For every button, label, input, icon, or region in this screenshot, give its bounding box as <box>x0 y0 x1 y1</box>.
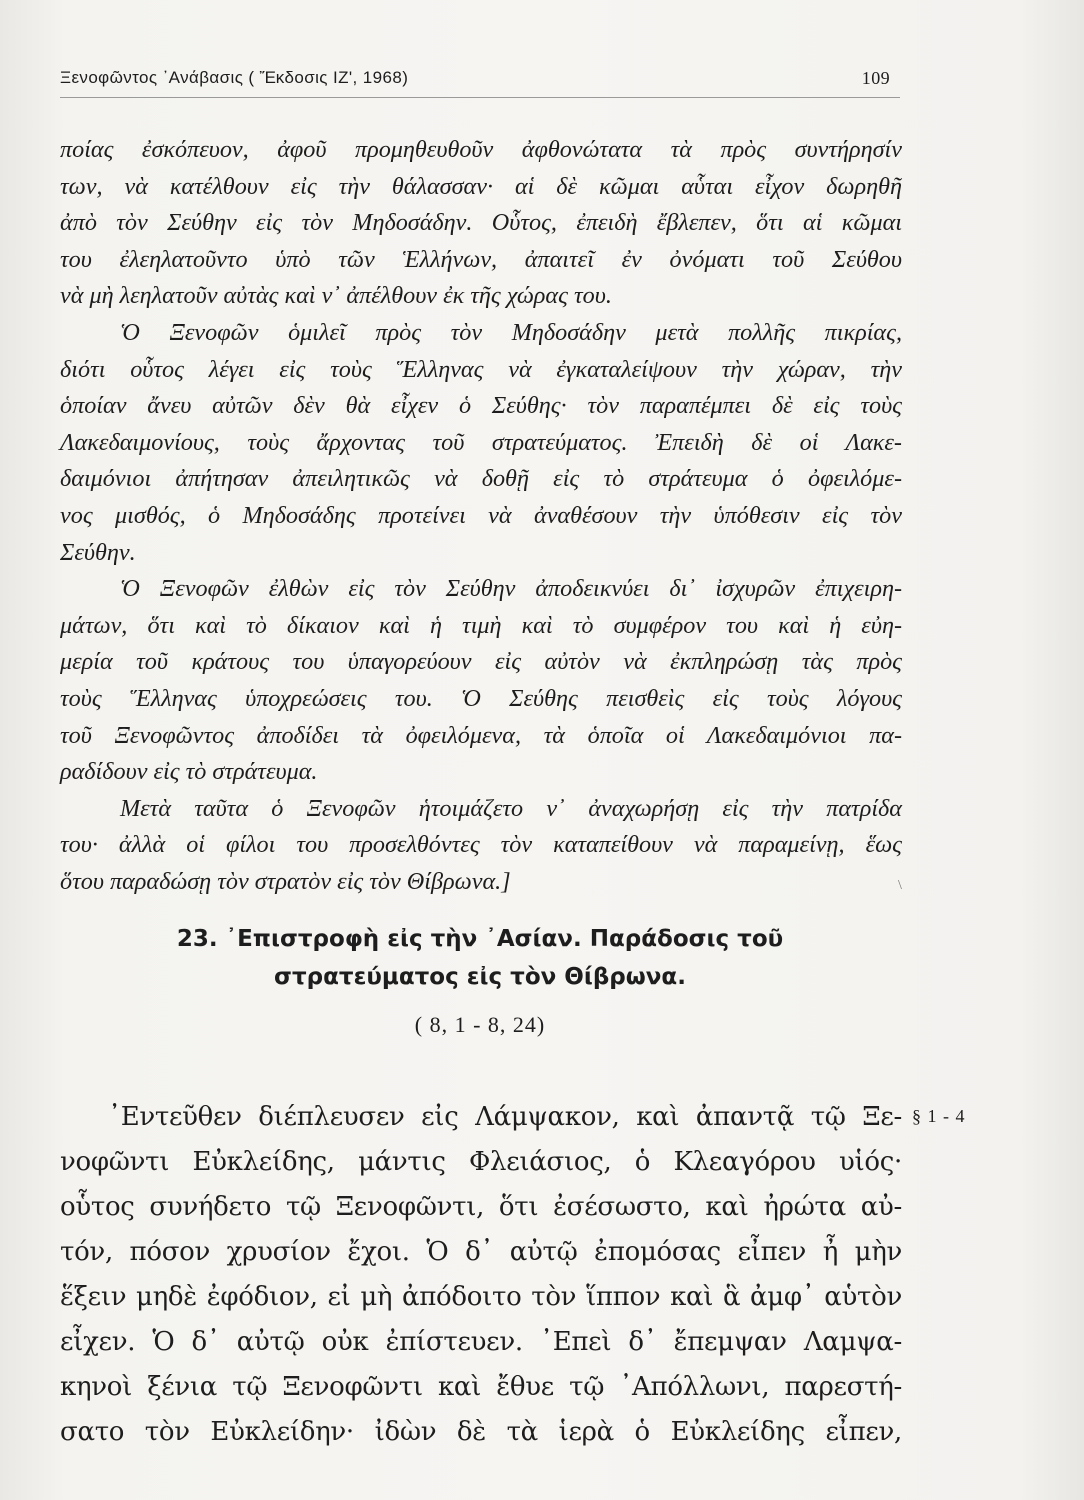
text-line: ᾿Εντεῦθεν διέπλευσεν εἰς Λάμψακον, καὶ ἀπαντᾷ τῷ Ξε- <box>108 1102 902 1132</box>
header-rule <box>60 97 900 98</box>
summary-line: διότι οὗτος λέγει εἰς τοὺς Ἕλληνας νὰ ἐγκαταλείψουν τὴν χώραν, τὴν <box>60 355 902 383</box>
text-line: τόν, πόσον χρυσίον ἔχοι. Ὁ δ᾿ αὐτῷ ἐπομόσας εἶπεν ἦ μὴν <box>60 1237 902 1267</box>
summary-line: ποίας ἐσκόπευον, ἀφοῦ προμηθευθοῦν ἀφθονώτατα τὰ πρὸς συντήρησίν <box>60 136 902 163</box>
margin-note: § 1 - 4 <box>912 1106 966 1126</box>
summary-line: Λακεδαιμονίους, τοὺς ἄρχοντας τοῦ στρατεύματος. Ἐπειδὴ δὲ οἱ Λακε- <box>60 428 902 456</box>
summary-line: νὰ μὴ λεηλατοῦν αὐτὰς καὶ ν᾿ ἀπέλθουν ἐκ τῆς χώρας του. <box>60 282 612 310</box>
running-head <box>60 68 900 98</box>
text-line: ἕξειν μηδὲ ἐφόδιον, εἰ μὴ ἀπόδοιτο τὸν ἵππον καὶ ἃ ἀμφ᾿ αὑτὸν <box>60 1282 902 1312</box>
text-line: εἶχεν. Ὁ δ᾿ αὐτῷ οὐκ ἐπίστευεν. ᾿Επεὶ δ᾿ ἔπεμψαν Λαμψα- <box>60 1327 902 1357</box>
summary-line: Ὁ Ξενοφῶν ἐλθὼν εἰς τὸν Σεύθην ἀποδεικνύει δι᾿ ἰσχυρῶν ἐπιχειρη- <box>120 575 902 603</box>
summary-line: του ἐλεηλατοῦντο ὑπὸ τῶν Ἑλλήνων, ἀπαιτεῖ ἐν ὀνόματι τοῦ Σεύθου <box>60 245 902 273</box>
summary-line: Μετὰ ταῦτα ὁ Ξενοφῶν ἡτοιμάζετο ν᾿ ἀναχωρήσῃ εἰς τὴν πατρίδα <box>120 794 902 822</box>
summary-line: ραδίδουν εἰς τὸ στράτευμα. <box>60 758 318 786</box>
summary-line: τοὺς Ἕλληνας ὑποχρεώσεις του. Ὁ Σεύθης πεισθεὶς εἰς τοὺς λόγους <box>60 684 902 712</box>
summary-line: νος μισθός, ὁ Μηδοσάδης προτείνει νὰ ἀναθέσουν τὴν ὑπόθεσιν εἰς τὸν <box>60 501 902 529</box>
section-title <box>60 920 900 996</box>
summary-line: ὁποίαν ἄνευ αὐτῶν δὲν θὰ εἶχεν ὁ Σεύθης· τὸν παραπέμπει δὲ εἰς τοὺς <box>60 392 902 420</box>
summary-block <box>60 132 902 900</box>
text-line: κηνοὶ ξένια τῷ Ξενοφῶντι καὶ ἔθυε τῷ ᾿Απόλλωνι, παρεστή- <box>60 1372 902 1402</box>
section-title-line-2: στρατεύματος εἰς τὸν Θίβρωνα. <box>274 964 686 990</box>
summary-line: των, νὰ κατέλθουν εἰς τὴν θάλασσαν· αἱ δὲ κῶμαι αὗται εἶχον δωρηθῆ <box>60 172 902 200</box>
summary-line: Σεύθην. <box>60 538 136 566</box>
section-title-line-1: 23. ᾿Επιστροφὴ εἰς τὴν ᾿Ασίαν. Παράδοσις τοῦ <box>176 926 784 952</box>
summary-line: ὅτου παραδώσῃ τὸν στρατὸν εἰς τὸν Θίβρωνα.] <box>60 867 511 895</box>
summary-line: ἀπὸ τὸν Σεύθην εἰς τὸν Μηδοσάδην. Οὗτος, ἐπειδὴ ἔβλεπεν, ὅτι αἱ κῶμαι <box>60 209 902 237</box>
summary-line: μάτων, ὅτι καὶ τὸ δίκαιον καὶ ἡ τιμὴ καὶ τὸ συμφέρον του καὶ ἡ εὐη- <box>60 611 902 639</box>
summary-line: του· ἀλλὰ οἱ φίλοι του προσελθόντες τὸν καταπείθουν νὰ παραμείνῃ, ἕως <box>60 831 902 859</box>
page-number: 109 <box>861 68 890 88</box>
summary-line: μερία τοῦ κράτους του ὑπαγορεύουν εἰς αὐτὸν νὰ ἐκπληρώσῃ τὰς πρὸς <box>60 648 902 676</box>
summary-line: δαιμόνιοι ἀπήτησαν ἀπειλητικῶς νὰ δοθῇ εἰς τὸ στράτευμα ὁ ὀφειλόμε- <box>60 465 902 493</box>
summary-line: τοῦ Ξενοφῶντος ἀποδίδει τὰ ὀφειλόμενα, τὰ ὁποῖα οἱ Λακεδαιμόνιοι πα- <box>60 721 902 749</box>
summary-line: Ὁ Ξενοφῶν ὁμιλεῖ πρὸς τὸν Μηδοσάδην μετὰ πολλῆς πικρίας, <box>120 318 902 346</box>
text-line: νοφῶντι Εὐκλείδης, μάντις Φλειάσιος, ὁ Κλεαγόρου υἱός· <box>60 1147 902 1177</box>
main-text-block <box>60 1095 902 1455</box>
running-head-title: Ξενοφῶντος ᾿Ανάβασις ( Ἔκδοσις ΙΖ', 1968) <box>60 68 409 87</box>
stray-mark: \ <box>898 878 902 893</box>
text-line: σατο τὸν Εὐκλείδην· ἰδὼν δὲ τὰ ἱερὰ ὁ Εὐκλείδης εἶπεν, <box>60 1417 902 1447</box>
text-line: οὗτος συνήδετο τῷ Ξενοφῶντι, ὅτι ἐσέσωστο, καὶ ἠρώτα αὐ- <box>60 1192 902 1222</box>
section-reference: ( 8, 1 - 8, 24) <box>414 1012 546 1037</box>
